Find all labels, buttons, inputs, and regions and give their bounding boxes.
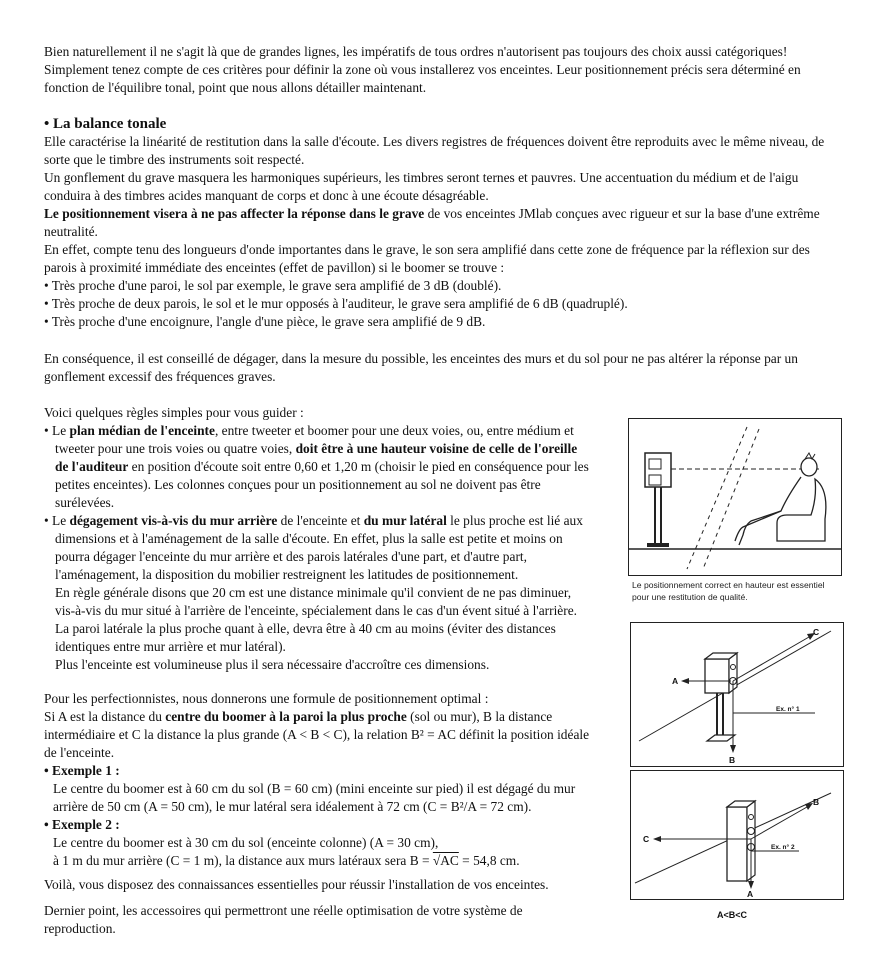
rule-1-e: en position d'écoute soit entre 0,60 et 1,20 m (choisir le pied en conséquence pour les petites enceintes). Les colonnes conçues pour un positionnement au sol ne doivent pas être surélevées. (55, 459, 589, 510)
formula-def-c: (sol ou mur), B la distance intermédiaire et C la distance la plus grande (A < B < C), la relation B² = AC définit la position idéale de l'enceinte. (44, 709, 590, 760)
armchair (777, 479, 826, 541)
section-p3-rest: de vos enceintes JMlab conçues avec rigueur et sur la base d'une extrême neutralité. (44, 206, 820, 239)
rule-1-b: plan médian de l'enceinte (69, 423, 215, 438)
listening-height-illustration (629, 419, 841, 575)
formula-def-b: centre du boomer à la paroi la plus proche (165, 709, 407, 724)
closing-paragraph-1 (44, 876, 604, 894)
listener-head (801, 458, 817, 476)
rule-2-e: le plus proche est lié aux dimensions et à l'aménagement de la salle d'écoute. En effet, plus la salle est petite et moins on pourra dégager l'enceinte du mur arrière et des parois latérales d'une part, et d'autre part, l'aménagement, la disposition du mobilier restreignent les latitudes de positionnement. (55, 513, 583, 582)
arrow-c-head (653, 836, 661, 842)
formula-intro: Pour les perfectionnistes, nous donnerons une formule de positionnement optimal : (44, 691, 489, 706)
section-paragraph-4: En effet, compte tenu des longueurs d'onde importantes dans le grave, le son sera amplifié dans cette zone de fréquence par la réflexion sur des parois à proximité immédiate des enceintes (effet de pavillon) si le boomer se trouve : (44, 242, 810, 275)
arrow-a-head (681, 678, 689, 684)
label-b: B (729, 755, 736, 765)
consequence-text: En conséquence, il est conseillé de dégager, dans la mesure du possible, les enceintes des murs et du sol pour ne pas altérer la réponse par un gonflement excessif des fréquences graves. (44, 351, 798, 384)
stand-base (707, 735, 735, 741)
rule-2-detail: En règle générale disons que 20 cm est une distance minimale qu'il convient de ne pas diminuer, vis-à-vis du mur situé à l'arrière de l'enceinte, spécialement dans le cas d'un évent situé à l'arrière. La paroi latérale la plus proche quant à elle, devra être à 40 cm au moins (éviter des distances identiques entre mur arrière et mur latéral). (55, 585, 577, 654)
label-a: A (747, 889, 754, 899)
rule-1-c: , entre tweeter et boomer pour une deux voies, ou, entre médium et tweeter pour une trois voies ou quatre voies, (55, 423, 574, 456)
example-tag: Ex. n° 2 (771, 844, 795, 851)
formula-block (44, 690, 604, 870)
example-2-line-1: Le centre du boomer est à 30 cm du sol (enceinte colonne) (A = 30 cm), (53, 835, 439, 850)
formula-def-a: Si A est la distance du (44, 709, 166, 724)
speaker-woofer (649, 475, 661, 485)
example-2-line-2-c: = 54,8 cm. (458, 853, 520, 868)
example-tag: Ex. n° 1 (776, 706, 800, 713)
speaker-stand-base (647, 543, 669, 547)
figure-listening-height (628, 418, 842, 576)
rules-intro: Voici quelques règles simples pour vous guider : (44, 405, 304, 420)
rule-2-a: • Le (44, 513, 70, 528)
speaker-cabinet (727, 807, 747, 881)
closing-text-2: Dernier point, les accessoires qui permettront une réelle optimisation de votre système de reproduction. (44, 903, 523, 936)
bullet-item: • Très proche de deux parois, le sol et le mur opposés à l'auditeur, le grave sera amplifié de 6 dB (quadruplé). (44, 296, 628, 311)
example-2-illustration (631, 771, 843, 899)
section-paragraph-3 (44, 205, 844, 241)
section-p3-bold: Le positionnement visera à ne pas affecter la réponse dans le grave (44, 206, 425, 221)
rule-2-c: de l'enceinte et (277, 513, 364, 528)
rules-block (44, 404, 592, 674)
bullet-item: • Très proche d'une encoignure, l'angle d'une pièce, le grave sera amplifié de 9 dB. (44, 314, 486, 329)
label-c: C (643, 834, 650, 844)
figure-caption: Le positionnement correct en hauteur est essentiel pour une restitution de qualité. (632, 580, 825, 602)
bullet-item: • Très proche d'une paroi, le sol par exemple, le grave sera amplifié de 3 dB (doublé). (44, 278, 502, 293)
section-paragraph-2: Un gonflement du grave masquera les harmoniques supérieurs, les timbres seront ternes et pauvres. Une accentuation du médium et de l'aigu conduira à des timbres acides manquant de corps et donc à une écoute désagréable. (44, 170, 799, 203)
example-1-illustration (631, 623, 843, 766)
rule-2-note: Plus l'enceinte est volumineuse plus il sera nécessaire d'accroître ces dimensions. (55, 657, 490, 672)
arrow-c (733, 637, 809, 681)
formula-definition (44, 708, 604, 762)
example-2-line-2 (44, 852, 604, 870)
example-1-title-text: • Exemple 1 : (44, 763, 120, 778)
section-balance-tonale (44, 115, 844, 331)
example-2-title (44, 816, 604, 834)
figure-example-2 (630, 770, 844, 900)
perspective-dashed-line (703, 429, 759, 569)
arrow-a-head (748, 881, 754, 889)
inequality-label: A<B<C (717, 910, 748, 920)
intro-text: Bien naturellement il ne s'agit là que de grandes lignes, les impératifs de tous ordres n'autorisent pas toujours des choix aussi catégoriques! Simplement tenez compte de ces critères pour définir la zone où vous installerez vos enceintes. Leur positionnement précis sera déterminé en fonction de l'équilibre tonal, point que nous allons détailler maintenant. (44, 44, 801, 95)
rule-2-d: du mur latéral (363, 513, 447, 528)
example-2-line-2-a: à 1 m du mur arrière (C = 1 m), la distance aux murs latéraux sera B = (53, 853, 433, 868)
closing-text-1: Voilà, vous disposez des connaissances essentielles pour réussir l'installation de vos enceintes. (44, 877, 549, 892)
figure-example-1 (630, 622, 844, 767)
arrow-b-head (805, 803, 813, 810)
speaker-cabinet (705, 659, 729, 693)
example-1-title (44, 762, 604, 780)
consequence-paragraph (44, 350, 844, 386)
label-c: C (813, 627, 820, 637)
sqrt-ac: √AC (432, 853, 459, 868)
speaker-tweeter (649, 459, 661, 469)
rule-1-d: doit être à une hauteur voisine de celle de l'oreille de l'auditeur (55, 441, 578, 474)
section-paragraph-1: Elle caractérise la linéarité de restitution dans la salle d'écoute. Les divers registres de fréquences doivent être reproduits avec le même niveau, de sorte que le timbre des instruments soit respecté. (44, 134, 825, 167)
section-heading: • La balance tonale (44, 116, 167, 132)
intro-paragraph (44, 43, 844, 97)
rule-2 (44, 512, 592, 584)
rule-1 (44, 422, 592, 512)
example-2-title-text: • Exemple 2 : (44, 817, 120, 832)
rule-2-b: dégagement vis-à-vis du mur arrière (69, 513, 278, 528)
rule-1-a: • Le (44, 423, 70, 438)
label-a: A (672, 676, 679, 686)
arrow-b-head (730, 745, 736, 753)
example-1-text: Le centre du boomer est à 60 cm du sol (B = 60 cm) (mini enceinte sur pied) il est dégagé du mur arrière de 50 cm (A = 50 cm), le mur latéral sera idéalement à 72 cm (C = B²/A = 72 cm). (53, 781, 576, 814)
arrow-b (751, 807, 807, 839)
perspective-dashed-line (687, 427, 747, 569)
label-b: B (813, 797, 820, 807)
closing-paragraph-2 (44, 902, 564, 938)
